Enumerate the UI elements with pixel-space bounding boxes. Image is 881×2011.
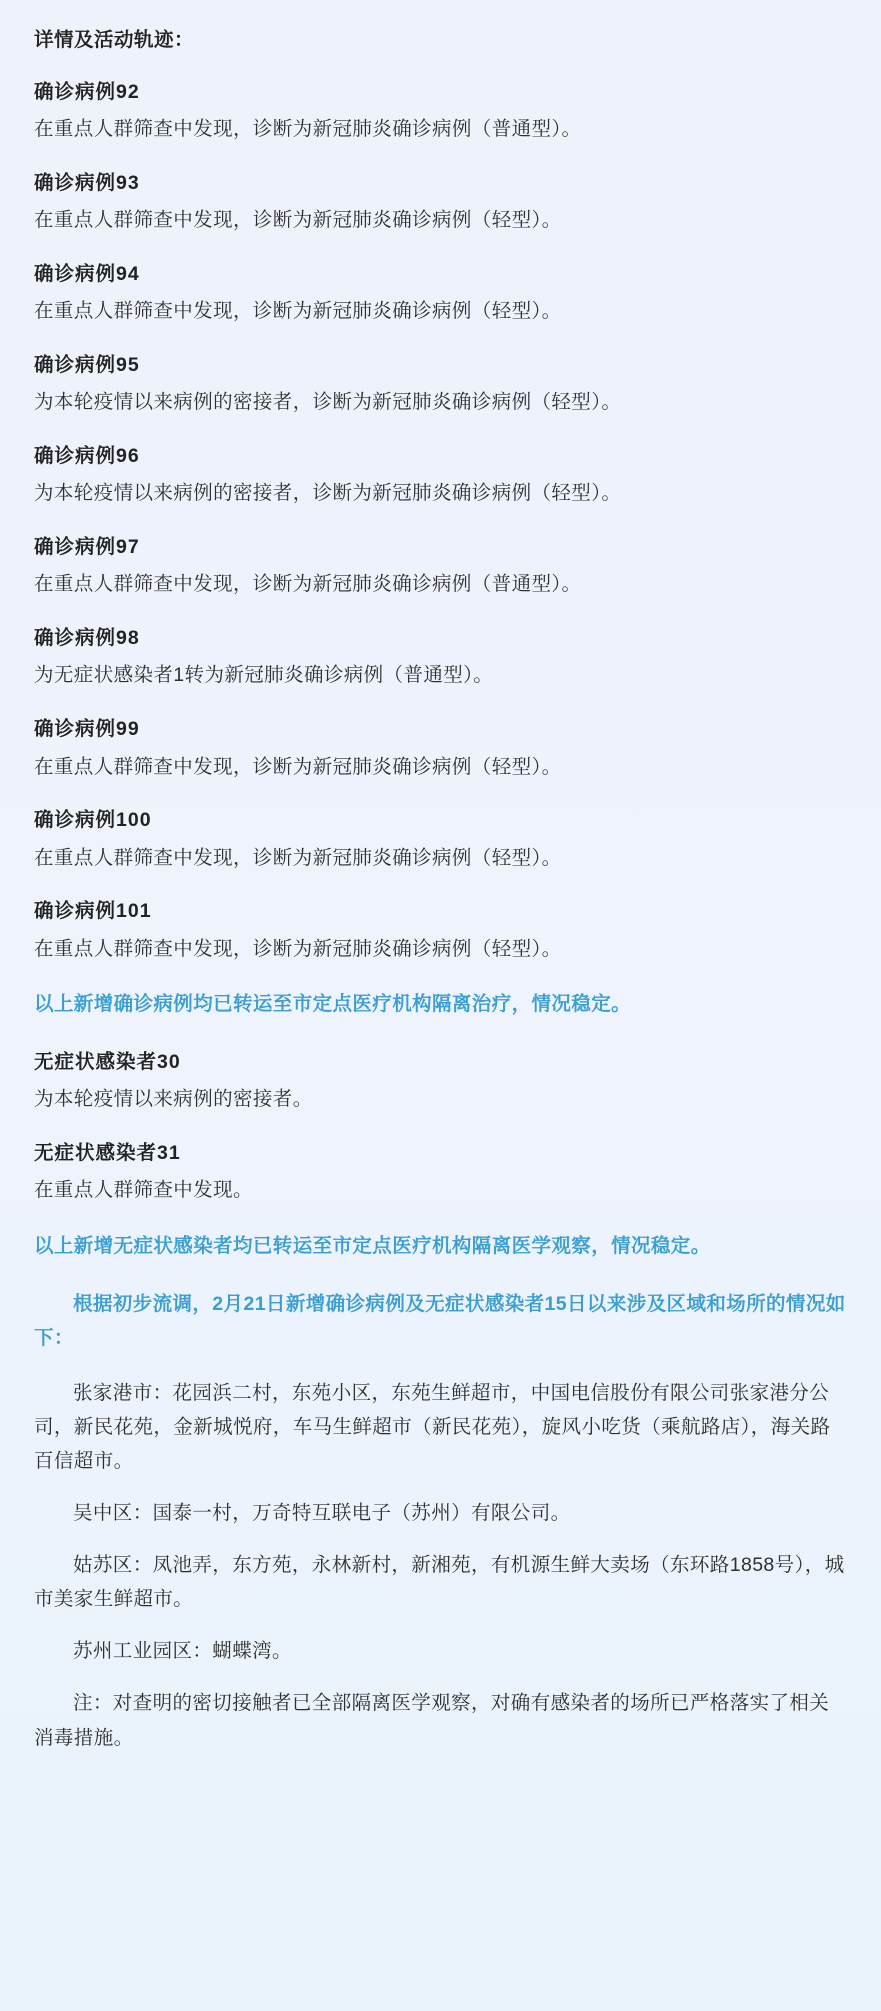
case-title: 确诊病例101 [34,900,152,923]
case-entry [34,531,847,602]
area-paragraph: 苏州工业园区：蝴蝶湾。 [73,1640,292,1663]
case-title: 确诊病例92 [34,80,140,103]
case-description: 在重点人群筛查中发现，诊断为新冠肺炎确诊病例（轻型）。 [34,300,562,323]
area-paragraph: 吴中区：国泰一村，万奇特互联电子（苏州）有限公司。 [73,1501,571,1524]
case-description: 为本轮疫情以来病例的密接者，诊断为新冠肺炎确诊病例（轻型）。 [34,482,622,505]
case-title: 确诊病例98 [34,626,140,649]
case-description: 在重点人群筛查中发现，诊断为新冠肺炎确诊病例（轻型）。 [34,209,562,232]
asymptomatic-description: 为本轮疫情以来病例的密接者。 [34,1088,313,1111]
case-description: 在重点人群筛查中发现，诊断为新冠肺炎确诊病例（轻型）。 [34,937,562,960]
asymptomatic-entry [34,1137,847,1208]
asymptomatic-entry [34,1046,847,1117]
case-entry [34,258,847,329]
asymptomatic-title: 无症状感染者31 [34,1141,181,1164]
case-description: 在重点人群筛查中发现，诊断为新冠肺炎确诊病例（普通型）。 [34,573,582,596]
asymptomatic-title: 无症状感染者30 [34,1050,181,1073]
article-body [34,24,847,1755]
area-paragraph: 姑苏区：凤池弄，东方苑，永林新村，新湘苑，有机源生鲜大卖场（东环路1858号），城市美家生鲜超市。 [34,1554,845,1611]
asymptomatic-description: 在重点人群筛查中发现。 [34,1179,253,1202]
area-paragraph: 张家港市：花园浜二村，东苑小区，东苑生鲜超市，中国电信股份有限公司张家港分公司，新民花苑，金新城悦府，车马生鲜超市（新民花苑），旋风小吃货（乘航路店），海关路百信超市。 [34,1381,831,1472]
case-title: 确诊病例93 [34,171,140,194]
case-entry [34,167,847,238]
case-entry [34,76,847,147]
case-description: 为本轮疫情以来病例的密接者，诊断为新冠肺炎确诊病例（轻型）。 [34,391,622,414]
case-title: 确诊病例99 [34,717,140,740]
case-title: 确诊病例95 [34,353,140,376]
case-entry [34,895,847,966]
highlight-survey-intro: 根据初步流调，2月21日新增确诊病例及无症状感染者15日以来涉及区域和场所的情况如下： [34,1293,846,1350]
highlight-confirmed-summary: 以上新增确诊病例均已转运至市定点医疗机构隔离治疗，情况稳定。 [34,993,632,1016]
case-entry [34,440,847,511]
note-paragraph: 注：对查明的密切接触者已全部隔离医学观察，对确有感染者的场所已严格落实了相关消毒措施。 [34,1692,830,1749]
case-description: 为无症状感染者1转为新冠肺炎确诊病例（普通型）。 [34,664,494,687]
section-title: 详情及活动轨迹： [34,29,195,51]
case-description: 在重点人群筛查中发现，诊断为新冠肺炎确诊病例（轻型）。 [34,755,562,778]
case-title: 确诊病例100 [34,809,152,832]
case-entry [34,622,847,693]
case-entry [34,349,847,420]
case-description: 在重点人群筛查中发现，诊断为新冠肺炎确诊病例（轻型）。 [34,846,562,869]
case-description: 在重点人群筛查中发现，诊断为新冠肺炎确诊病例（普通型）。 [34,118,582,141]
case-entry [34,713,847,784]
highlight-asymptomatic-summary: 以上新增无症状感染者均已转运至市定点医疗机构隔离医学观察，情况稳定。 [34,1234,711,1257]
case-title: 确诊病例94 [34,262,140,285]
case-entry [34,804,847,875]
case-title: 确诊病例97 [34,535,140,558]
case-title: 确诊病例96 [34,444,140,467]
